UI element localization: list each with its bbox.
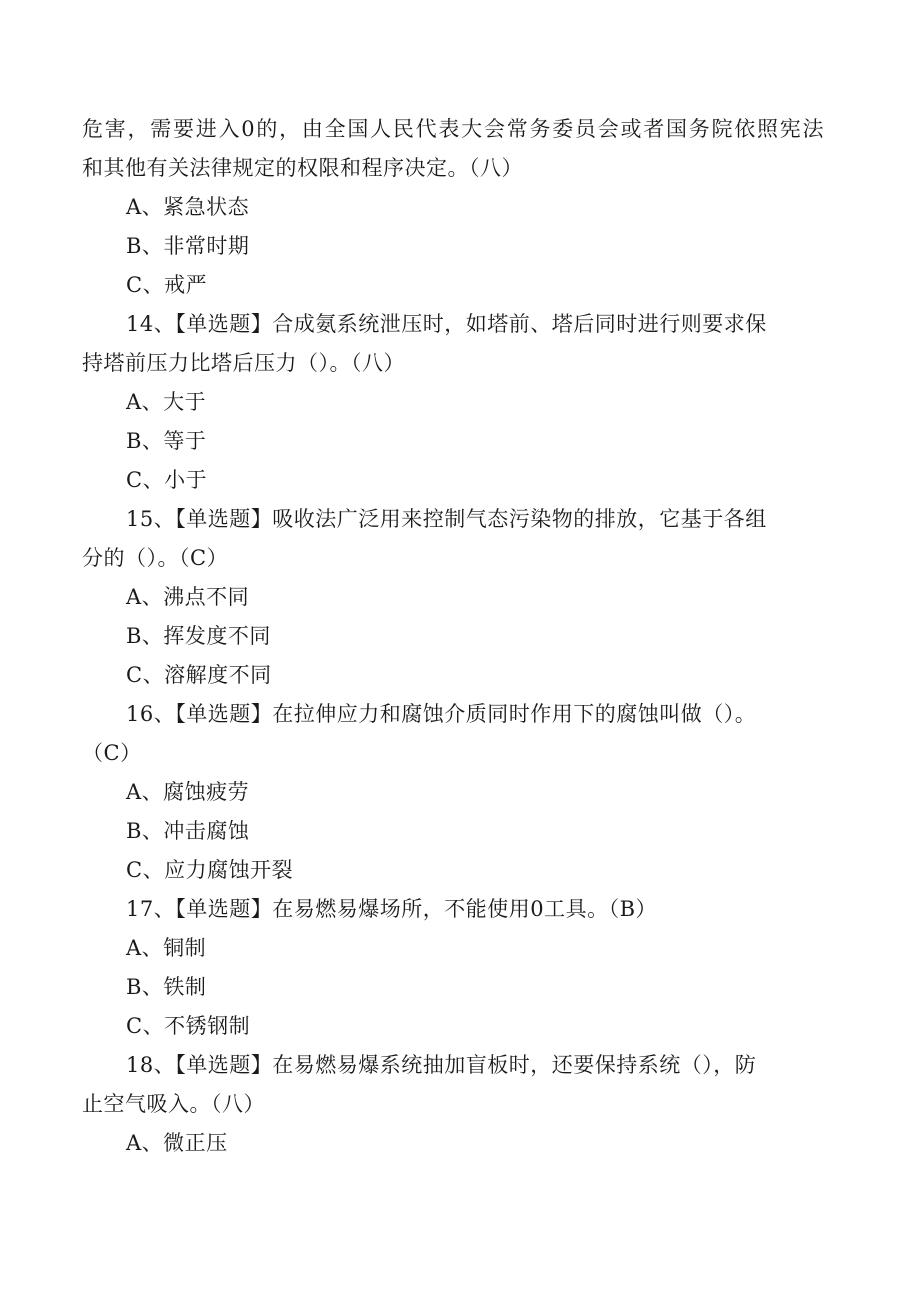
option-c: C、戒严: [126, 273, 208, 297]
option-a: A、大于: [126, 390, 207, 414]
option-a: A、沸点不同: [126, 585, 250, 609]
question-text-line: 和其他有关法律规定的权限和程序决定。（八）: [82, 156, 523, 180]
option-b: B、非常时期: [126, 234, 250, 258]
question-text-line: 18、【单选题】在易燃易爆系统抽加盲板时，还要保持系统（），防: [126, 1053, 757, 1077]
question-text-line: 14、【单选题】合成氨系统泄压时，如塔前、塔后同时进行则要求保: [126, 312, 767, 336]
question-text-line: 分的（）。（C）: [82, 546, 229, 570]
option-b: B、冲击腐蚀: [126, 819, 250, 843]
question-text-line: 17、【单选题】在易燃易爆场所，不能使用0工具。（B）: [126, 897, 658, 921]
option-c: C、应力腐蚀开裂: [126, 858, 294, 882]
question-text-line: 止空气吸入。（八）: [82, 1092, 265, 1116]
option-a: A、紧急状态: [126, 195, 250, 219]
question-15: [0, 500, 920, 695]
option-c: C、小于: [126, 468, 208, 492]
question-text-line: 16、【单选题】在拉伸应力和腐蚀介质同时作用下的腐蚀叫做（）。: [126, 702, 757, 726]
question-text-line: 持塔前压力比塔后压力（）。（八）: [82, 351, 405, 375]
question-18: [0, 1046, 920, 1163]
question-14: [0, 305, 920, 500]
option-c: C、溶解度不同: [126, 663, 272, 687]
option-b: B、等于: [126, 429, 207, 453]
option-c: C、不锈钢制: [126, 1014, 251, 1038]
document-page: [0, 110, 920, 1163]
option-b: B、铁制: [126, 975, 207, 999]
question-text-line: （C）: [82, 741, 142, 765]
question-17: [0, 890, 920, 1046]
question-13-continuation: [0, 110, 920, 305]
option-a: A、腐蚀疲劳: [126, 780, 250, 804]
question-16: [0, 695, 920, 890]
option-a: A、微正压: [126, 1131, 228, 1155]
question-text-line: 15、【单选题】吸收法广泛用来控制气态污染物的排放，它基于各组: [126, 507, 767, 531]
option-a: A、铜制: [126, 936, 207, 960]
option-b: B、挥发度不同: [126, 624, 271, 648]
question-text-line: 危害，需要进入0的，由全国人民代表大会常务委员会或者国务院依照宪法: [82, 117, 824, 141]
